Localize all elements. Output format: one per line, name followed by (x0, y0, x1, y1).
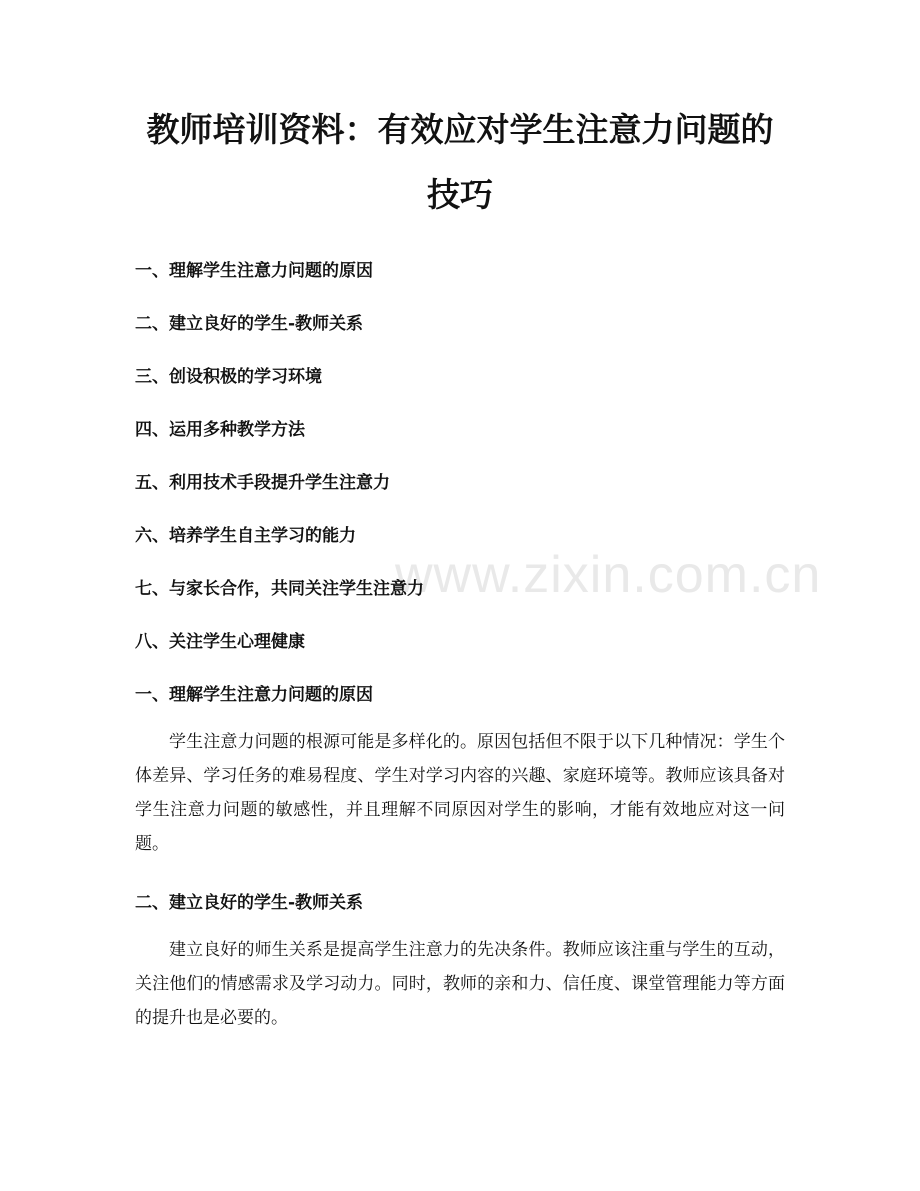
toc-item: 三、创设积极的学习环境 (135, 367, 322, 387)
toc-item: 二、建立良好的学生-教师关系 (135, 314, 364, 334)
watermark: www.zixin.com.cn (395, 546, 822, 604)
toc-item: 五、利用技术手段提升学生注意力 (135, 473, 390, 493)
toc-item: 八、关注学生心理健康 (135, 632, 305, 652)
document-title-line-1: 教师培训资料：有效应对学生注意力问题的 (146, 110, 774, 149)
toc-item: 七、与家长合作，共同关注学生注意力 (135, 579, 424, 599)
document-title-line-2: 技巧 (427, 175, 493, 214)
section-heading: 一、理解学生注意力问题的原因 (135, 685, 373, 705)
section-heading: 二、建立良好的学生-教师关系 (135, 893, 364, 913)
section-paragraph: 建立良好的师生关系是提高学生注意力的先决条件。教师应该注重与学生的互动，关注他们的情感需求及学习动力。同时，教师的亲和力、信任度、课堂管理能力等方面的提升也是必要的。 (135, 940, 785, 1028)
toc-item: 一、理解学生注意力问题的原因 (135, 261, 373, 281)
toc-item: 四、运用多种教学方法 (135, 420, 305, 440)
section-paragraph: 学生注意力问题的根源可能是多样化的。原因包括但不限于以下几种情况：学生个体差异、学习任务的难易程度、学生对学习内容的兴趣、家庭环境等。教师应该具备对学生注意力问题的敏感性，并且理解不同原因对学生的影响，才能有效地应对这一问题。 (135, 732, 785, 854)
toc-item: 六、培养学生自主学习的能力 (135, 526, 356, 546)
